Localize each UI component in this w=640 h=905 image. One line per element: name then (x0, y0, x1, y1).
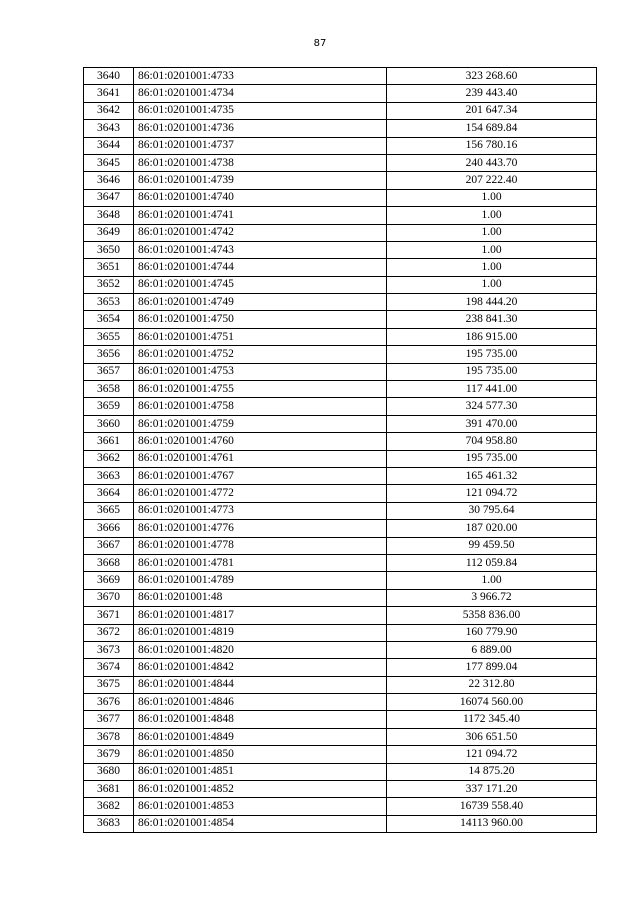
cadastral-value-cell: 117 441.00 (387, 381, 597, 398)
cadastral-number-cell: 86:01:0201001:4750 (134, 311, 387, 328)
cadastral-number-cell: 86:01:0201001:4745 (134, 276, 387, 293)
cadastral-number-cell: 86:01:0201001:4751 (134, 328, 387, 345)
cadastral-value-cell: 121 094.72 (387, 485, 597, 502)
cadastral-value-cell: 195 735.00 (387, 363, 597, 380)
cadastral-value-cell: 391 470.00 (387, 415, 597, 432)
table-row (84, 189, 597, 206)
row-number-cell: 3647 (84, 189, 134, 206)
cadastral-number-cell: 86:01:0201001:4820 (134, 641, 387, 658)
row-number-cell: 3664 (84, 485, 134, 502)
row-number-cell: 3672 (84, 624, 134, 641)
cadastral-value-cell: 5358 836.00 (387, 607, 597, 624)
cadastral-number-cell: 86:01:0201001:4758 (134, 398, 387, 415)
cadastral-number-cell: 86:01:0201001:4733 (134, 68, 387, 85)
table-row (84, 520, 597, 537)
cadastral-number-cell: 86:01:0201001:4761 (134, 450, 387, 467)
row-number-cell: 3667 (84, 537, 134, 554)
cadastral-value-cell: 1.00 (387, 189, 597, 206)
table-row (84, 415, 597, 432)
row-number-cell: 3675 (84, 676, 134, 693)
cadastral-number-cell: 86:01:0201001:4744 (134, 259, 387, 276)
table-row (84, 137, 597, 154)
table-row (84, 502, 597, 519)
table-row (84, 485, 597, 502)
table-row (84, 398, 597, 415)
cadastral-value-cell: 156 780.16 (387, 137, 597, 154)
table-row (84, 711, 597, 728)
row-number-cell: 3649 (84, 224, 134, 241)
row-number-cell: 3653 (84, 294, 134, 311)
cadastral-number-cell: 86:01:0201001:4853 (134, 798, 387, 815)
table-row (84, 102, 597, 119)
row-number-cell: 3646 (84, 172, 134, 189)
row-number-cell: 3662 (84, 450, 134, 467)
table-row (84, 294, 597, 311)
cadastral-number-cell: 86:01:0201001:4849 (134, 728, 387, 745)
table-row (84, 676, 597, 693)
row-number-cell: 3676 (84, 694, 134, 711)
row-number-cell: 3682 (84, 798, 134, 815)
cadastral-value-cell: 195 735.00 (387, 346, 597, 363)
row-number-cell: 3641 (84, 85, 134, 102)
cadastral-number-cell: 86:01:0201001:4848 (134, 711, 387, 728)
cadastral-value-cell: 195 735.00 (387, 450, 597, 467)
table-row (84, 450, 597, 467)
table-row (84, 120, 597, 137)
table-row (84, 276, 597, 293)
cadastral-value-cell: 14113 960.00 (387, 815, 597, 832)
cadastral-number-cell: 86:01:0201001:4739 (134, 172, 387, 189)
cadastral-number-cell: 86:01:0201001:4850 (134, 746, 387, 763)
cadastral-number-cell: 86:01:0201001:4854 (134, 815, 387, 832)
cadastral-number-cell: 86:01:0201001:4852 (134, 781, 387, 798)
cadastral-value-cell: 324 577.30 (387, 398, 597, 415)
row-number-cell: 3640 (84, 68, 134, 85)
row-number-cell: 3670 (84, 589, 134, 606)
row-number-cell: 3652 (84, 276, 134, 293)
row-number-cell: 3666 (84, 520, 134, 537)
row-number-cell: 3663 (84, 467, 134, 484)
table-row (84, 728, 597, 745)
table-row (84, 815, 597, 832)
row-number-cell: 3665 (84, 502, 134, 519)
table-row (84, 589, 597, 606)
row-number-cell: 3674 (84, 659, 134, 676)
row-number-cell: 3683 (84, 815, 134, 832)
row-number-cell: 3656 (84, 346, 134, 363)
cadastral-value-cell: 165 461.32 (387, 467, 597, 484)
cadastral-number-cell: 86:01:0201001:4738 (134, 154, 387, 171)
table-row (84, 346, 597, 363)
cadastral-value-cell: 112 059.84 (387, 554, 597, 571)
cadastral-value-cell: 1.00 (387, 259, 597, 276)
cadastral-number-cell: 86:01:0201001:4767 (134, 467, 387, 484)
cadastral-number-cell: 86:01:0201001:4752 (134, 346, 387, 363)
row-number-cell: 3660 (84, 415, 134, 432)
row-number-cell: 3680 (84, 763, 134, 780)
cadastral-number-cell: 86:01:0201001:4817 (134, 607, 387, 624)
cadastral-value-cell: 1172 345.40 (387, 711, 597, 728)
cadastral-value-cell: 201 647.34 (387, 102, 597, 119)
cadastral-value-cell: 198 444.20 (387, 294, 597, 311)
cadastral-number-cell: 86:01:0201001:4776 (134, 520, 387, 537)
cadastral-number-cell: 86:01:0201001:4819 (134, 624, 387, 641)
row-number-cell: 3643 (84, 120, 134, 137)
table-row (84, 241, 597, 258)
cadastral-number-cell: 86:01:0201001:4851 (134, 763, 387, 780)
table-row (84, 328, 597, 345)
cadastral-number-cell: 86:01:0201001:4735 (134, 102, 387, 119)
row-number-cell: 3668 (84, 554, 134, 571)
table-row (84, 798, 597, 815)
cadastral-value-cell: 187 020.00 (387, 520, 597, 537)
cadastral-value-cell: 186 915.00 (387, 328, 597, 345)
cadastral-value-cell: 6 889.00 (387, 641, 597, 658)
cadastral-number-cell: 86:01:0201001:4753 (134, 363, 387, 380)
cadastral-number-cell: 86:01:0201001:4759 (134, 415, 387, 432)
row-number-cell: 3678 (84, 728, 134, 745)
table-row (84, 224, 597, 241)
cadastral-number-cell: 86:01:0201001:4844 (134, 676, 387, 693)
row-number-cell: 3659 (84, 398, 134, 415)
table-row (84, 467, 597, 484)
cadastral-number-cell: 86:01:0201001:4846 (134, 694, 387, 711)
table-row (84, 746, 597, 763)
cadastral-number-cell: 86:01:0201001:4842 (134, 659, 387, 676)
cadastral-value-cell: 22 312.80 (387, 676, 597, 693)
table-row (84, 572, 597, 589)
table-row (84, 85, 597, 102)
table-row (84, 607, 597, 624)
cadastral-number-cell: 86:01:0201001:4741 (134, 207, 387, 224)
cadastral-number-cell: 86:01:0201001:4778 (134, 537, 387, 554)
table-row (84, 537, 597, 554)
table-row (84, 154, 597, 171)
cadastral-number-cell: 86:01:0201001:4743 (134, 241, 387, 258)
cadastral-value-cell: 337 171.20 (387, 781, 597, 798)
table-row (84, 624, 597, 641)
table-row (84, 763, 597, 780)
cadastral-number-cell: 86:01:0201001:4740 (134, 189, 387, 206)
row-number-cell: 3658 (84, 381, 134, 398)
table-row (84, 363, 597, 380)
table-body (84, 68, 597, 833)
table-row (84, 207, 597, 224)
cadastral-value-cell: 1.00 (387, 241, 597, 258)
row-number-cell: 3651 (84, 259, 134, 276)
cadastral-number-cell: 86:01:0201001:4736 (134, 120, 387, 137)
row-number-cell: 3648 (84, 207, 134, 224)
cadastral-value-cell: 1.00 (387, 224, 597, 241)
table-row (84, 311, 597, 328)
cadastral-value-table (83, 67, 597, 833)
table-row (84, 659, 597, 676)
cadastral-value-cell: 1.00 (387, 276, 597, 293)
row-number-cell: 3679 (84, 746, 134, 763)
cadastral-value-cell: 3 966.72 (387, 589, 597, 606)
cadastral-value-cell: 207 222.40 (387, 172, 597, 189)
cadastral-value-cell: 239 443.40 (387, 85, 597, 102)
cadastral-number-cell: 86:01:0201001:4773 (134, 502, 387, 519)
cadastral-value-cell: 14 875.20 (387, 763, 597, 780)
cadastral-number-cell: 86:01:0201001:4737 (134, 137, 387, 154)
cadastral-value-cell: 121 094.72 (387, 746, 597, 763)
cadastral-value-cell: 160 779.90 (387, 624, 597, 641)
table-row (84, 694, 597, 711)
cadastral-number-cell: 86:01:0201001:4760 (134, 433, 387, 450)
table-row (84, 68, 597, 85)
cadastral-number-cell: 86:01:0201001:4749 (134, 294, 387, 311)
cadastral-value-cell: 306 651.50 (387, 728, 597, 745)
cadastral-value-cell: 1.00 (387, 572, 597, 589)
table-row (84, 259, 597, 276)
cadastral-number-cell: 86:01:0201001:4789 (134, 572, 387, 589)
cadastral-number-cell: 86:01:0201001:4781 (134, 554, 387, 571)
row-number-cell: 3661 (84, 433, 134, 450)
cadastral-number-cell: 86:01:0201001:48 (134, 589, 387, 606)
row-number-cell: 3644 (84, 137, 134, 154)
cadastral-value-cell: 99 459.50 (387, 537, 597, 554)
row-number-cell: 3677 (84, 711, 134, 728)
cadastral-number-cell: 86:01:0201001:4734 (134, 85, 387, 102)
row-number-cell: 3654 (84, 311, 134, 328)
table-row (84, 433, 597, 450)
page-number: 87 (313, 38, 327, 49)
cadastral-value-cell: 238 841.30 (387, 311, 597, 328)
table-row (84, 381, 597, 398)
row-number-cell: 3642 (84, 102, 134, 119)
row-number-cell: 3681 (84, 781, 134, 798)
cadastral-value-cell: 323 268.60 (387, 68, 597, 85)
row-number-cell: 3650 (84, 241, 134, 258)
table-row (84, 554, 597, 571)
cadastral-value-cell: 240 443.70 (387, 154, 597, 171)
table-row (84, 641, 597, 658)
row-number-cell: 3671 (84, 607, 134, 624)
cadastral-value-cell: 16074 560.00 (387, 694, 597, 711)
cadastral-value-cell: 154 689.84 (387, 120, 597, 137)
cadastral-number-cell: 86:01:0201001:4742 (134, 224, 387, 241)
row-number-cell: 3669 (84, 572, 134, 589)
cadastral-value-cell: 16739 558.40 (387, 798, 597, 815)
row-number-cell: 3645 (84, 154, 134, 171)
row-number-cell: 3657 (84, 363, 134, 380)
cadastral-value-cell: 177 899.04 (387, 659, 597, 676)
cadastral-number-cell: 86:01:0201001:4772 (134, 485, 387, 502)
cadastral-value-cell: 30 795.64 (387, 502, 597, 519)
table-row (84, 172, 597, 189)
row-number-cell: 3673 (84, 641, 134, 658)
table-row (84, 781, 597, 798)
cadastral-value-cell: 1.00 (387, 207, 597, 224)
row-number-cell: 3655 (84, 328, 134, 345)
cadastral-number-cell: 86:01:0201001:4755 (134, 381, 387, 398)
cadastral-value-cell: 704 958.80 (387, 433, 597, 450)
